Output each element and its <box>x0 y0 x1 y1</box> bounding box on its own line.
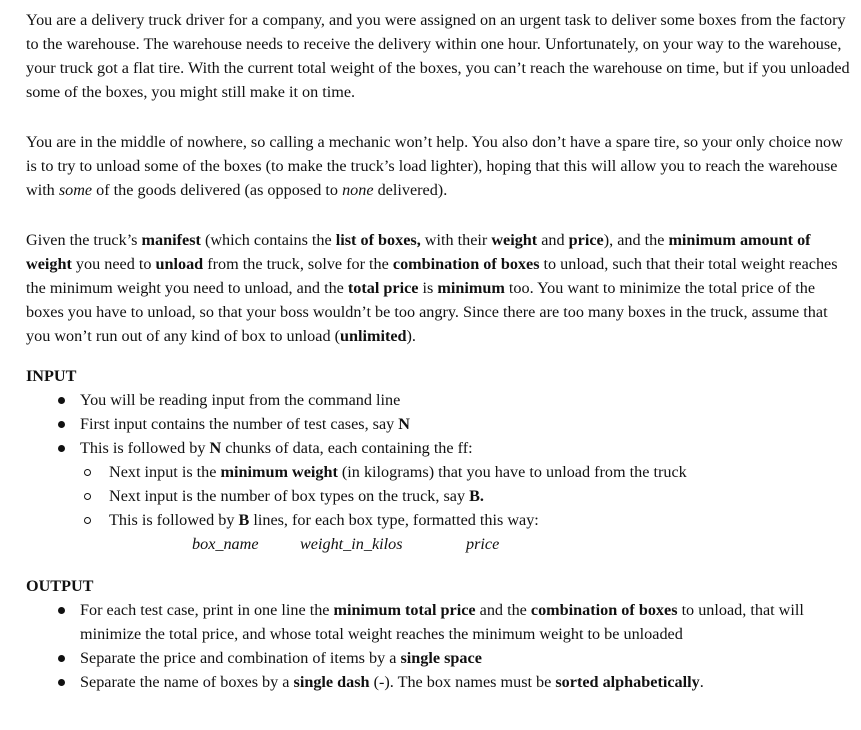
format-box-name: box_name <box>192 535 259 553</box>
bold-text: total price <box>347 279 419 297</box>
situation-paragraph: You are in the middle of nowhere, so calling a mechanic won’t help. You also don’t have a spare tire, so your only choice now is to try to unload some of the boxes (to make the truck’s load lighter), hoping that this will allow you to reach the warehouse with some of the goods delivered (as opposed to none delivered). <box>26 133 843 199</box>
bold-text: N <box>398 415 410 433</box>
input-sub-bullet-list <box>26 460 853 532</box>
box-format-line <box>26 532 853 556</box>
output-section <box>26 574 853 694</box>
format-weight: weight_in_kilos <box>300 535 403 553</box>
input-bullet-item: First input contains the number of test cases, say N <box>52 412 853 436</box>
bold-text: combination of boxes <box>530 601 678 619</box>
bold-text: B <box>238 511 250 529</box>
italic-text: none <box>342 181 374 199</box>
input-sub-bullet-item: This is followed by B lines, for each box type, formatted this way: <box>83 508 853 532</box>
bold-text: single space <box>400 649 482 667</box>
output-bullet-item: Separate the price and combination of items by a single space <box>52 646 853 670</box>
italic-text: some <box>58 181 93 199</box>
input-sub-bullet-item: Next input is the minimum weight (in kilograms) that you have to unload from the truck <box>83 460 853 484</box>
intro-paragraph: You are a delivery truck driver for a company, and you were assigned on an urgent task to deliver some boxes from the factory to the warehouse. The warehouse needs to receive the delivery within one hour. Unfortunately, on your way to the warehouse, your truck got a flat tire. With the current total weight of the boxes, you can’t reach the warehouse on time, but if you unloaded some of the boxes, you might still make it on time. <box>26 11 850 101</box>
section-spacer <box>26 556 853 574</box>
input-bullet-item: You will be reading input from the command line <box>52 388 853 412</box>
bold-text: sorted alphabetically <box>555 673 700 691</box>
bold-text: combination of boxes <box>392 255 540 273</box>
bold-text: minimum <box>437 279 505 297</box>
input-bullet-item: This is followed by N chunks of data, each containing the ff: <box>52 436 853 460</box>
input-bullet-list <box>26 388 853 460</box>
bold-text: price <box>568 231 604 249</box>
output-bullet-item: Separate the name of boxes by a single dash (-). The box names must be sorted alphabetically. <box>52 670 853 694</box>
output-heading: OUTPUT <box>26 577 94 595</box>
bold-text: minimum total price <box>333 601 476 619</box>
bold-text: unload <box>155 255 204 273</box>
format-price: price <box>466 535 500 553</box>
input-section <box>26 364 853 556</box>
bold-text: list of boxes, <box>335 231 421 249</box>
output-bullet-list <box>26 598 853 694</box>
input-heading: INPUT <box>26 367 77 385</box>
bold-text: weight <box>491 231 538 249</box>
bold-text: N <box>209 439 222 457</box>
output-bullet-item: For each test case, print in one line the minimum total price and the combination of boxes to unload, that will minimize the total price, and whose total weight reaches the minimum weight to be unloaded <box>52 598 853 646</box>
input-sub-bullet-item: Next input is the number of box types on the truck, say B. <box>83 484 853 508</box>
bold-text: unlimited <box>339 327 407 345</box>
bold-text: B. <box>469 487 484 505</box>
bold-text: manifest <box>141 231 201 249</box>
bold-text: minimum amount of weight <box>26 231 811 273</box>
bold-text: minimum weight <box>220 463 338 481</box>
bold-text: single dash <box>293 673 370 691</box>
task-paragraph: Given the truck’s manifest (which contains the list of boxes, with their weight and price), and the minimum amount of weight you need to unload from the truck, solve for the combination of boxes to unload, such that their total weight reaches the minimum weight you need to unload, and the total price is minimum too. You want to minimize the total price of the boxes you have to unload, so that your boss wouldn’t be too angry. Since there are too many boxes in the truck, assume that you won’t run out of any kind of box to unload (unlimited). <box>26 231 838 345</box>
